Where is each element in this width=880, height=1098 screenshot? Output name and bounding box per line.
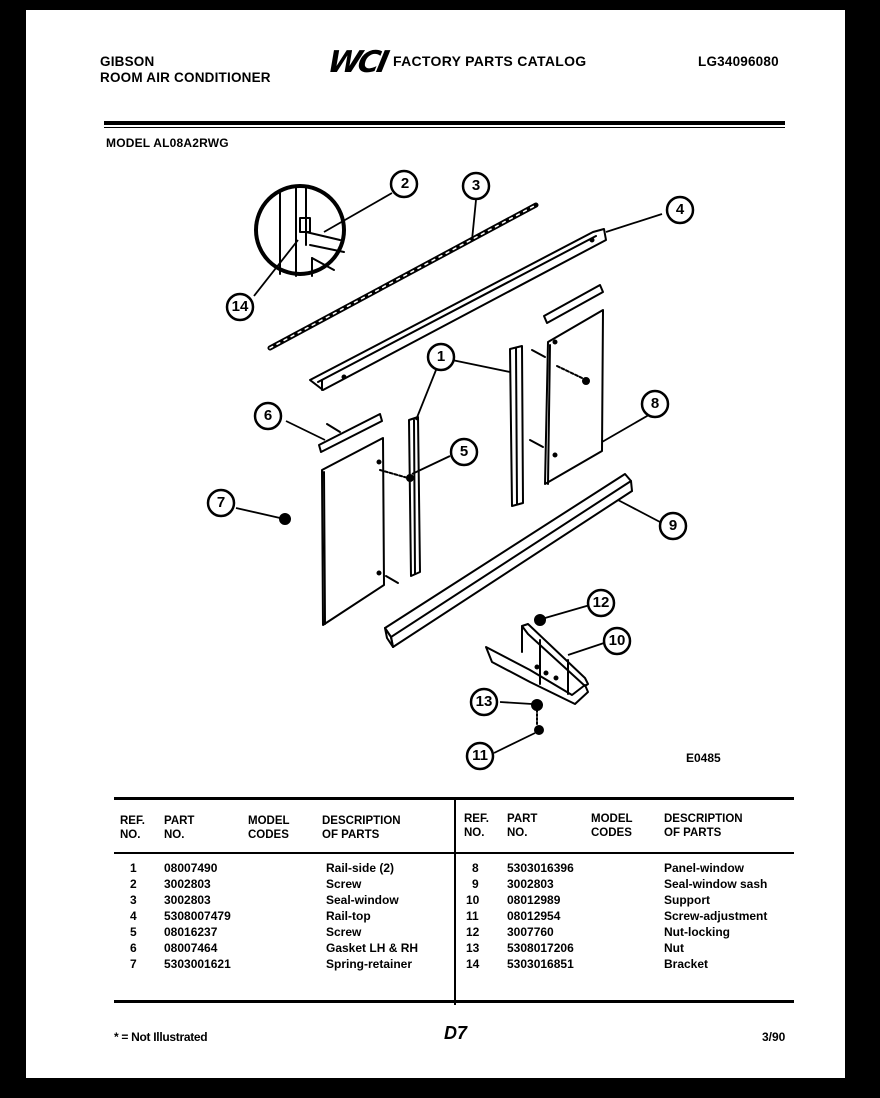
table-row: 13 5308017206 Nut bbox=[466, 941, 684, 955]
table-row: 5 08016237 Screw bbox=[130, 925, 362, 939]
header-ref-no-right: REF. NO. bbox=[464, 813, 489, 839]
part-6-gasket-left bbox=[319, 414, 382, 452]
table-header-rule bbox=[114, 852, 794, 854]
figure-code: E0485 bbox=[686, 751, 721, 765]
callout-7: 7 bbox=[216, 494, 226, 511]
table-bottom-rule bbox=[114, 1000, 794, 1003]
header-description-left: DESCRIPTION OF PARTS bbox=[322, 815, 401, 841]
revision-date: 3/90 bbox=[762, 1030, 786, 1044]
callout-10: 10 bbox=[608, 632, 626, 649]
detail-inset-magnifier bbox=[256, 186, 344, 276]
catalog-page bbox=[26, 10, 845, 1078]
table-row: 7 5303001621 Spring-retainer bbox=[130, 957, 413, 971]
part-8-panel-window-right bbox=[530, 310, 603, 484]
header-ref-no-left: REF. NO. bbox=[120, 815, 145, 841]
header-part-no-right: PART NO. bbox=[507, 813, 538, 839]
product-name: ROOM AIR CONDITIONER bbox=[100, 70, 271, 85]
callout-12: 12 bbox=[592, 594, 610, 611]
table-row: 10 08012989 Support bbox=[466, 893, 710, 907]
part-1-rail-side-left bbox=[409, 417, 420, 576]
table-row: 14 5303016851 Bracket bbox=[466, 957, 709, 971]
table-row: 12 3007760 Nut-locking bbox=[466, 925, 730, 939]
model-label: MODEL AL08A2RWG bbox=[106, 136, 229, 150]
catalog-title: FACTORY PARTS CATALOG bbox=[393, 53, 587, 69]
callout-8: 8 bbox=[650, 395, 660, 412]
exploded-parts-diagram bbox=[26, 10, 845, 810]
callout-3: 3 bbox=[471, 177, 481, 194]
part-1-rail-side-right bbox=[510, 346, 523, 506]
header-description-right: DESCRIPTION OF PARTS bbox=[664, 813, 743, 839]
part-11-screw-adjustment bbox=[535, 726, 543, 734]
callout-9: 9 bbox=[668, 517, 678, 534]
table-row: 6 08007464 Gasket LH & RH bbox=[130, 941, 419, 955]
brand-name: GIBSON bbox=[100, 54, 155, 69]
part-9-seal-window-sash bbox=[385, 474, 632, 647]
table-row: 3 3002803 Seal-window bbox=[130, 893, 399, 907]
table-row: 8 5303016396 Panel-window bbox=[472, 861, 745, 875]
part-4-rail-top bbox=[310, 229, 606, 390]
part-6-gasket-right bbox=[544, 285, 603, 323]
not-illustrated-note: * = Not Illustrated bbox=[114, 1030, 208, 1044]
table-row: 11 08012954 Screw-adjustment bbox=[466, 909, 768, 923]
part-10-bracket bbox=[486, 624, 588, 704]
leader-lines bbox=[236, 193, 662, 753]
table-row: 4 5308007479 Rail-top bbox=[130, 909, 371, 923]
table-row: 2 3002803 Screw bbox=[130, 877, 362, 891]
table-row: 1 08007490 Rail-side (2) bbox=[130, 861, 395, 875]
parts-table-right bbox=[26, 860, 845, 972]
callout-4: 4 bbox=[675, 201, 685, 218]
wci-logo: WCI bbox=[324, 45, 390, 80]
table-row: 9 3002803 Seal-window sash bbox=[472, 877, 768, 891]
part-8-panel-window-left bbox=[322, 438, 398, 625]
callout-2: 2 bbox=[400, 175, 410, 192]
part-7-spring-retainer bbox=[280, 514, 290, 524]
header-part-no-left: PART NO. bbox=[164, 815, 195, 841]
page-number: D7 bbox=[444, 1023, 468, 1043]
callout-1: 1 bbox=[436, 348, 446, 365]
header-model-codes-left: MODEL CODES bbox=[248, 815, 290, 841]
part-13-nut bbox=[532, 700, 542, 710]
callout-11: 11 bbox=[472, 747, 488, 764]
part-12-nut-locking bbox=[535, 615, 545, 625]
callout-14: 14 bbox=[231, 298, 249, 315]
catalog-number: LG34096080 bbox=[698, 54, 779, 69]
callout-6: 6 bbox=[263, 407, 273, 424]
callout-13: 13 bbox=[475, 693, 493, 710]
header-model-codes-right: MODEL CODES bbox=[591, 813, 633, 839]
part-5-screw bbox=[380, 470, 413, 481]
callout-5: 5 bbox=[459, 443, 469, 460]
